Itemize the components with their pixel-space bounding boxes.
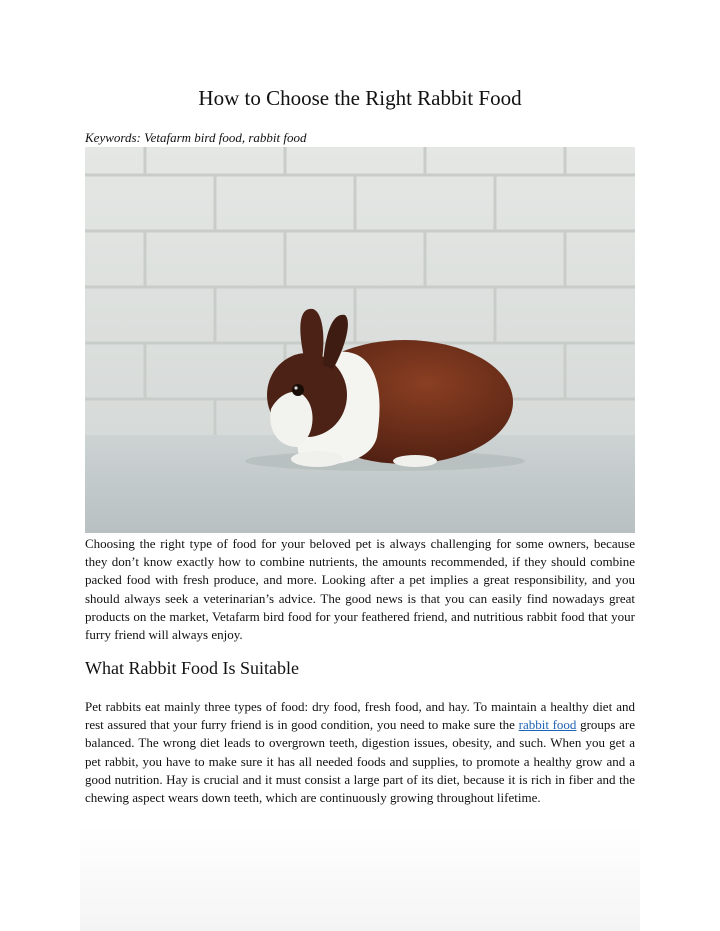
body-paragraph-text-2: groups are balanced. The wrong diet leads to overgrown teeth, digestion issues, obesity, and such. When you get a pet rabbit, you have to make sure it has all needed foods and supplies, to promote a healthy grow and a good nutrition. Hay is crucial and it must consist a large part of its diet, because it is rich in fiber and the chewing aspect wears down teeth, which are continuously growing throughout lifetime. xyxy=(85,717,635,806)
bottom-shading xyxy=(80,826,640,931)
intro-paragraph: Choosing the right type of food for your beloved pet is always challenging for some owners, because they don’t know exactly how to combine nutrients, the amounts recommended, if they should combine packed food with fresh produce, and more. Looking after a pet implies a great responsibility, and you should always seek a veterinarian’s advice. The good news is that you can easily find nowadays great products on the market, Vetafarm bird food for your feathered friend, and nutritious rabbit food that your furry friend will always enjoy. xyxy=(85,536,635,643)
rabbit-photo xyxy=(85,147,635,533)
section-heading: What Rabbit Food Is Suitable xyxy=(85,658,299,678)
keywords-line: Keywords: Vetafarm bird food, rabbit food xyxy=(85,130,307,145)
body-paragraph xyxy=(85,698,635,807)
rabbit-illustration xyxy=(85,147,635,533)
rabbit-food-link[interactable]: rabbit food xyxy=(518,717,577,733)
document-title: How to Choose the Right Rabbit Food xyxy=(198,86,522,110)
body-paragraph-text-1: Pet rabbits eat mainly three types of food: dry food, fresh food, and hay. To maintain a healthy diet and rest assured that your furry friend is in good condition, you need to make sure the xyxy=(85,699,635,733)
